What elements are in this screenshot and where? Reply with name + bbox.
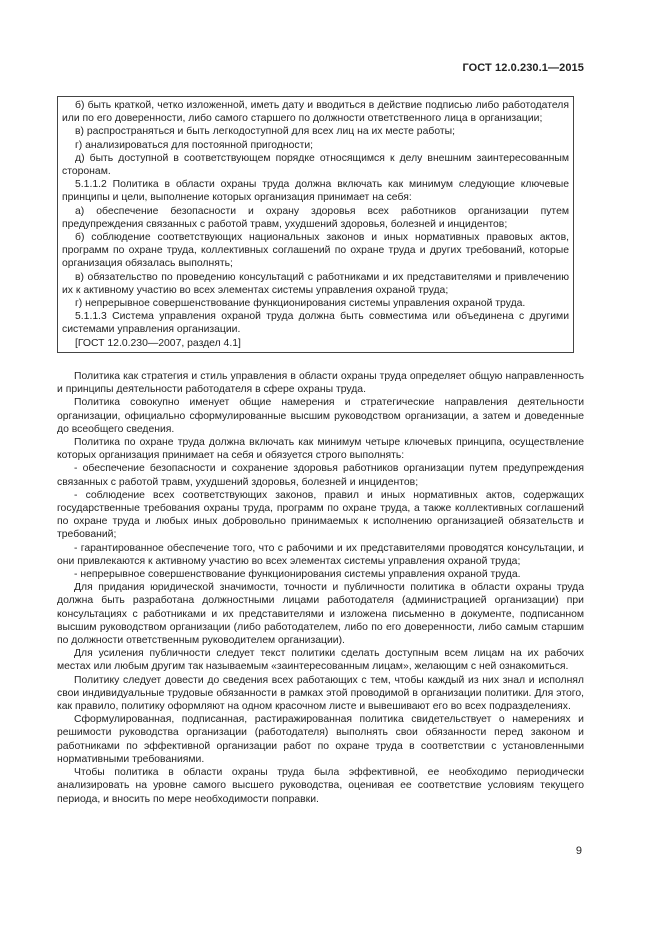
quote-paragraph: г) непрерывное совершенствование функционирования системы управления охраной труда. — [75, 298, 526, 310]
page-number: 9 — [575, 845, 582, 857]
body-paragraph: Для усиления публичности следует текст политики сделать доступным всем лицам на их рабочих местах или любым другим так называемым «заинтересованным лицам», желающим с ней ознакомиться. — [57, 648, 584, 673]
body-list-item: - обеспечение безопасности и сохранение здоровья работников организации путем предупреждения связанных с работой травм, ухудшений здоровья, болезней и инцидентов; — [57, 463, 584, 488]
body-list-item: - непрерывное совершенствование функционирования системы управления охраной труда. — [74, 569, 521, 581]
body-list-item: - соблюдение всех соответствующих законов, правил и иных нормативных актов, содержащих государственные требования охраны труда, программ по охране труда, а также коллективных соглашений по охране труда и любых иных добровольно принимаемых к исполнению организацией обязательств и требований; — [57, 489, 584, 541]
body-paragraph: Для придания юридической значимости, точности и публичности политика в области охраны труда должна быть разработана должностными лицами работодателя (администрацией организации) при консультациях с работниками и их представителями и изложена письменно в документе, подписанном высшим руководством организации (либо работодателем, либо по его доверенности, либо самым старшим по должности ответственным руководителем организации). — [57, 582, 584, 647]
quote-paragraph: д) быть доступной в соответствующем порядке относящимся к делу внешним заинтересованным сторонам. — [62, 152, 569, 178]
body-paragraph: Политика по охране труда должна включать как минимум четыре ключевых принципа, осуществление которых организация принимает на себя и обязуется строго выполнять: — [57, 437, 584, 462]
body-list-item: - гарантированное обеспечение того, что с рабочими и их представителями проводятся консультации, и они привлекаются к активному участию во всех элементах системы управления охраной труда; — [57, 542, 584, 567]
quote-paragraph: б) быть краткой, четко изложенной, иметь дату и вводиться в действие подписью либо работодателя или по его доверенности, либо самого старшего по должности ответственного лица в организации; — [62, 100, 569, 125]
quote-paragraph: 5.1.1.2 Политика в области охраны труда должна включать как минимум следующие ключевые принципы и цели, выполнение которых организация принимает на себя: — [62, 179, 569, 204]
main-text — [57, 370, 584, 806]
quote-paragraph: в) распространяться и быть легкодоступной для всех лиц на их месте работы; — [75, 126, 455, 138]
body-paragraph: Политику следует довести до сведения всех работающих с тем, чтобы каждый из них знал и исполнял свои индивидуальные трудовые обязанности в рамках этой проводимой в организации политики. Для этого, как правило, политику оформляют на одном красочном листе и вывешивают его во всех подразделениях. — [57, 674, 584, 713]
body-paragraph: Политика как стратегия и стиль управления в области охраны труда определяет общую направленность и принципы деятельности работодателя в сфере охраны труда. — [57, 371, 584, 396]
quote-paragraph: 5.1.1.3 Система управления охраной труда должна быть совместима или объединена с другими системами управления организации. — [62, 311, 569, 336]
body-paragraph: Чтобы политика в области охраны труда была эффективной, ее необходимо периодически анализировать на уровне самого высшего руководства, оценивая ее соответствие условиям текущего периода, и вносить по мере необходимости поправки. — [57, 767, 584, 805]
standard-code-header: ГОСТ 12.0.230.1—2015 — [462, 62, 584, 74]
body-paragraph: Политика совокупно именует общие намерения и стратегические направления деятельности организации, официально сформулированные высшим руководством организации, а затем и доведенные до всеобщего сведения. — [57, 397, 584, 435]
quote-paragraph: а) обеспечение безопасности и охрану здоровья всех работников организации путем предупреждения связанных с работой травм, ухудшений здоровья, болезней и инцидентов; — [62, 205, 569, 230]
body-paragraph: Сформулированная, подписанная, растиражированная политика свидетельствует о намерениях и решимости руководства организации (работодателя) выполнять свои обязанности перед законом и работниками по эффективной организации работ по охране труда в соответствии с установленными нормативными требованиями. — [57, 714, 584, 765]
quote-source-reference: [ГОСТ 12.0.230—2007, раздел 4.1] — [75, 337, 241, 349]
quote-paragraph: в) обязательство по проведению консультаций с работниками и их представителями и привлечению их к активному участию во всех элементах системы управления охраной труда; — [62, 271, 569, 296]
quote-paragraph: г) анализироваться для постоянной пригодности; — [75, 139, 314, 151]
quoted-standard-box — [57, 96, 574, 353]
quote-paragraph: б) соблюдение соответствующих национальных законов и иных нормативных правовых актов, программ по охране труда, коллективных соглашений по охране труда и других требований, которые организация обязалась выполнять; — [62, 232, 569, 270]
